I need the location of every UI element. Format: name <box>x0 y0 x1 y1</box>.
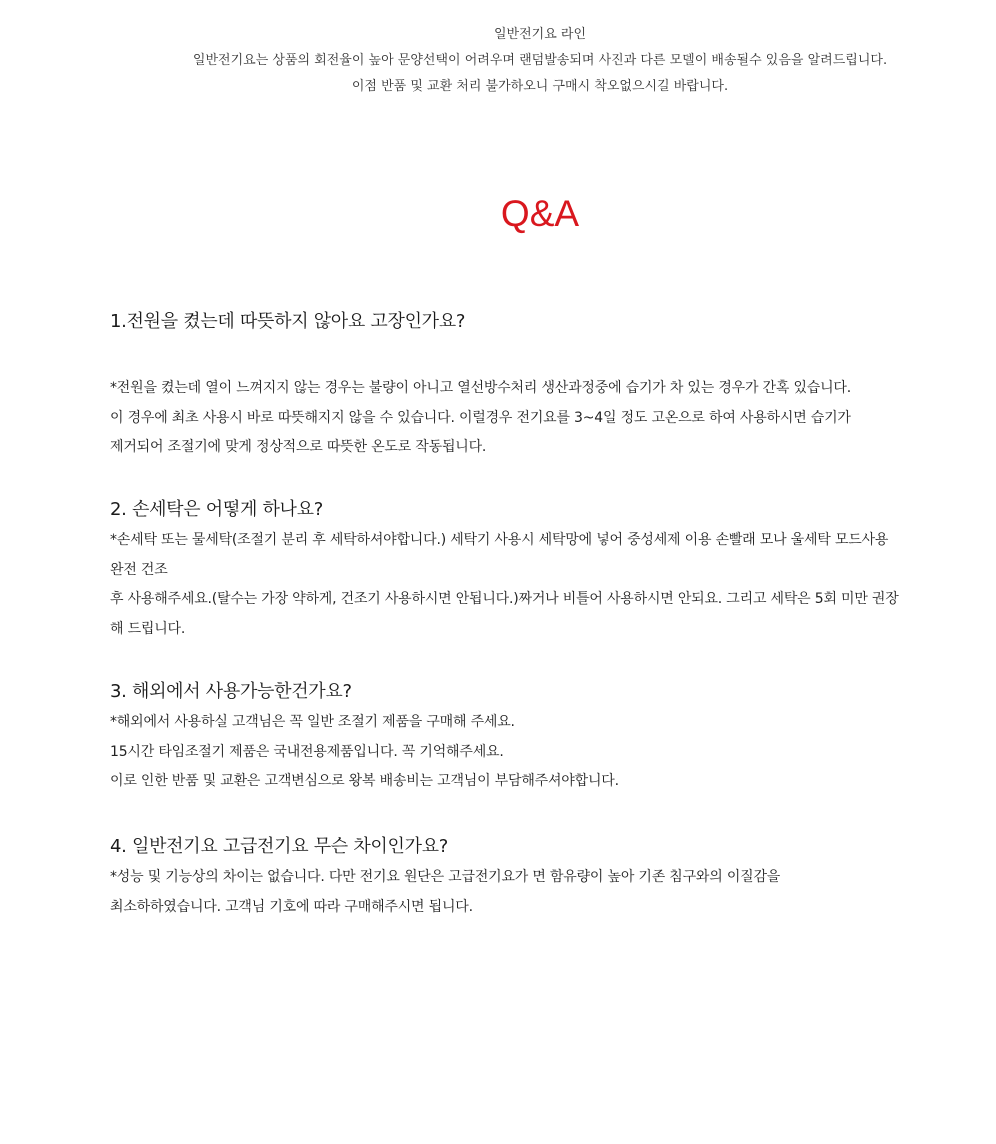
answer-2-line-3: 후 사용해주세요.(탈수는 가장 약하게, 건조기 사용하시면 안됩니다.)짜거나 비틀어 사용하시면 안되요. 그리고 세탁은 5회 미만 권장 <box>110 591 899 607</box>
qa-item-3 <box>110 678 980 797</box>
answer-3-line-3: 이로 인한 반품 및 교환은 고객변심으로 왕복 배송비는 고객님이 부담해주셔야합니다. <box>110 773 619 789</box>
notice-title: 일반전기요 라인 <box>493 27 587 42</box>
answer-4-line-2: 최소하하였습니다. 고객님 기호에 따라 구매해주시면 됩니다. <box>110 898 473 915</box>
answer-1-line-3: 제거되어 조절기에 맞게 정상적으로 따뜻한 온도로 작동됩니다. <box>110 439 487 455</box>
answer-1-line-1: *전원을 켰는데 열이 느껴지지 않는 경우는 불량이 아니고 열선방수처리 생산과정중에 습기가 차 있는 경우가 간혹 있습니다. <box>110 380 852 396</box>
qa-item-1 <box>110 308 980 463</box>
answer-4 <box>110 863 980 922</box>
answer-2 <box>110 526 980 644</box>
answer-3 <box>110 708 980 797</box>
notice-line-1: 일반전기요는 상품의 회전율이 높아 문양선택이 어려우며 랜덤발송되며 사진과 다른 모델이 배송될수 있음을 알려드립니다. <box>192 53 888 68</box>
answer-2-line-2: 완전 건조 <box>110 561 168 578</box>
answer-3-line-1: *해외에서 사용하실 고객님은 꼭 일반 조절기 제품을 구매해 주세요. <box>110 714 515 730</box>
answer-3-line-2: 15시간 타임조절기 제품은 국내전용제품입니다. 꼭 기억해주세요. <box>110 743 504 760</box>
question-2: 2. 손세탁은 어떻게 하나요? <box>110 499 323 520</box>
notice-line-2: 이점 반품 및 교환 처리 불가하오니 구매시 착오없으시길 바랍니다. <box>351 79 729 94</box>
answer-2-line-4: 해 드립니다. <box>110 620 186 637</box>
answer-4-line-1: *성능 및 기능상의 차이는 없습니다. 다만 전기요 원단은 고급전기요가 면 함유량이 높아 기존 침구와의 이질감을 <box>110 869 781 885</box>
qa-item-2 <box>110 496 980 644</box>
answer-1-line-2: 이 경우에 최초 사용시 바로 따뜻해지지 않을 수 있습니다. 이럴경우 전기요를 3~4일 정도 고온으로 하여 사용하시면 습기가 <box>110 409 851 426</box>
question-3: 3. 해외에서 사용가능한건가요? <box>110 681 352 702</box>
notice-block <box>0 22 996 100</box>
answer-2-line-1: *손세탁 또는 물세탁(조절기 분리 후 세탁하셔야합니다.) 세탁기 사용시 세탁망에 넣어 중성세제 이용 손빨래 모나 울세탁 모드사용 <box>110 532 889 548</box>
qa-heading: Q&A <box>500 193 580 234</box>
question-1: 1.전원을 켰는데 따뜻하지 않아요 고장인가요? <box>110 311 466 332</box>
qa-item-4 <box>110 833 980 922</box>
answer-1 <box>110 374 980 463</box>
question-4: 4. 일반전기요 고급전기요 무슨 차이인가요? <box>110 836 449 857</box>
